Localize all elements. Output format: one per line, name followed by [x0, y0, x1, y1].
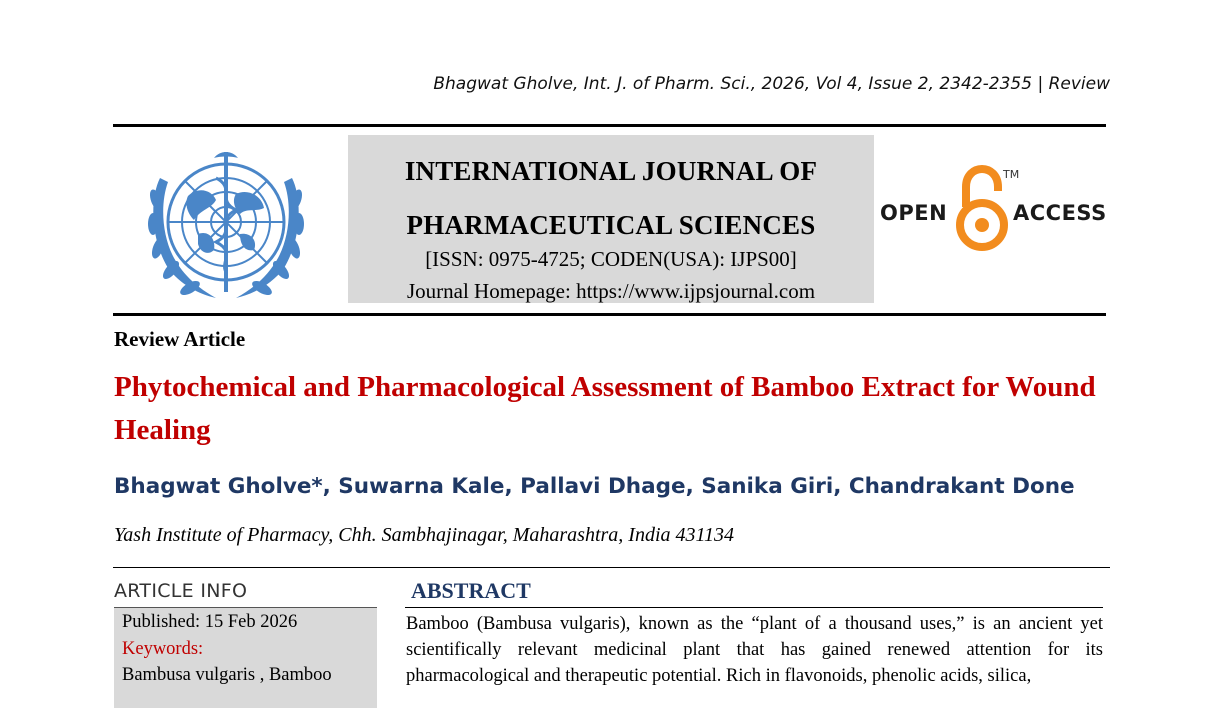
- article-info-heading: ARTICLE INFO: [114, 580, 248, 602]
- abstract-rule: [405, 607, 1103, 608]
- article-type-label: Review Article: [114, 327, 246, 351]
- abstract-text: Bamboo (Bambusa vulgaris), known as the “plant of a thousand uses,” is an ancient yet scientifically relevant medicinal plant that has gained renewed attention for its pharmacological and therapeutic potential. Rich in flavonoids, phenolic acids, silica,: [406, 614, 1103, 686]
- article-info-box: [114, 607, 377, 708]
- open-access-access-text: ACCESS: [1013, 201, 1107, 225]
- paper-title: Phytochemical and Pharmacological Assessment of Bamboo Extract for Wound Healing: [114, 371, 1096, 446]
- published-date: Published: 15 Feb 2026: [122, 612, 298, 632]
- open-access-open-text: OPEN: [880, 201, 948, 225]
- journal-name-line1: INTERNATIONAL JOURNAL OF: [404, 156, 818, 186]
- journal-issn: [ISSN: 0975-4725; CODEN(USA): IJPS00]: [425, 247, 797, 271]
- header-top-rule: [113, 124, 1106, 127]
- keywords-label: Keywords:: [122, 639, 204, 659]
- journal-title-box: [348, 135, 874, 303]
- citation-header: Bhagwat Gholve, Int. J. of Pharm. Sci., 2026, Vol 4, Issue 2, 2342-2355 | Review: [433, 74, 1110, 94]
- trademark-mark: TM: [1003, 168, 1020, 181]
- journal-homepage[interactable]: Journal Homepage: https://www.ijpsjournal.com: [406, 279, 816, 303]
- open-access-logo: [880, 165, 1106, 255]
- abstract-heading: ABSTRACT: [411, 578, 531, 603]
- open-lock-icon: [956, 165, 1008, 253]
- header-bottom-rule: [113, 313, 1106, 316]
- journal-emblem-logo: [128, 138, 324, 306]
- journal-name-line2: PHARMACEUTICAL SCIENCES: [406, 210, 816, 240]
- section-divider: [113, 567, 1110, 568]
- keywords-list: Bambusa vulgaris , Bamboo: [122, 665, 332, 685]
- author-list: Bhagwat Gholve*, Suwarna Kale, Pallavi Dhage, Sanika Giri, Chandrakant Done: [114, 474, 1075, 499]
- author-affiliation: Yash Institute of Pharmacy, Chh. Sambhajinagar, Maharashtra, India 431134: [114, 524, 735, 546]
